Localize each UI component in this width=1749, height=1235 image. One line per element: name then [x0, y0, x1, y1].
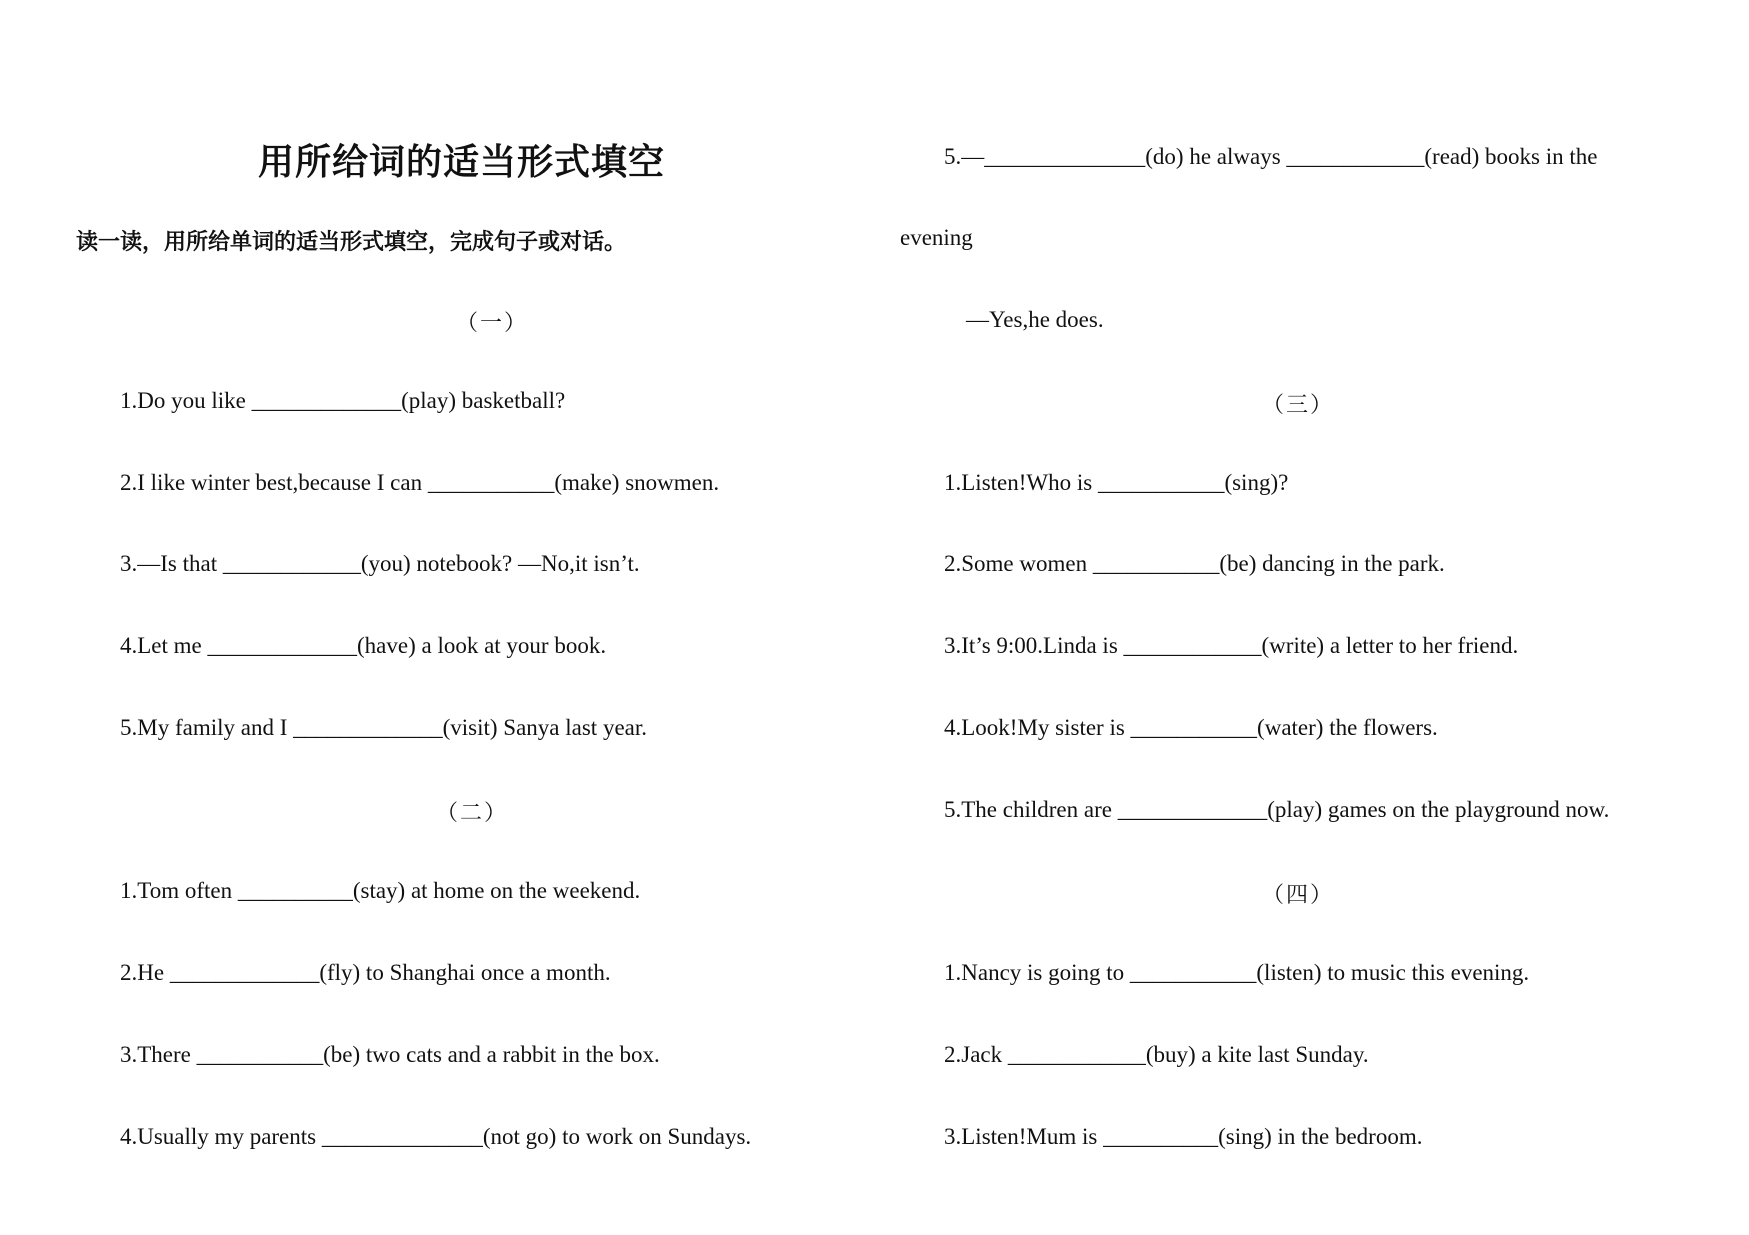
question-1-2: 2.I like winter best,because I can ___________(make) snowmen. [120, 470, 720, 495]
question-3-1: 1.Listen!Who is ___________(sing)? [944, 470, 1289, 495]
question-1-3: 3.—Is that ____________(you) notebook? —No,it isn’t. [120, 551, 640, 576]
question-4-1: 1.Nancy is going to ___________(listen) to music this evening. [944, 960, 1530, 985]
question-1-1: 1.Do you like _____________(play) basketball? [120, 388, 566, 413]
page-title: 用所给词的适当形式填空 [258, 142, 666, 183]
question-2-2: 2.He _____________(fly) to Shanghai once a month. [120, 960, 611, 985]
section-heading-4: （四） [1262, 882, 1335, 907]
section-heading-3: （三） [1262, 392, 1335, 417]
instruction-text: 读一读，用所给单词的适当形式填空，完成句子或对话。 [76, 230, 627, 255]
question-2-5-line2: evening [900, 225, 973, 250]
question-2-4: 4.Usually my parents ______________(not go) to work on Sundays. [120, 1124, 752, 1149]
question-2-1: 1.Tom often __________(stay) at home on the weekend. [120, 878, 641, 903]
section-heading-1: （一） [456, 310, 529, 335]
question-2-3: 3.There ___________(be) two cats and a rabbit in the box. [120, 1042, 660, 1067]
question-3-5: 5.The children are _____________(play) games on the playground now. [944, 797, 1610, 822]
section-heading-2: （二） [436, 800, 509, 825]
question-4-2: 2.Jack ____________(buy) a kite last Sunday. [944, 1042, 1369, 1067]
question-1-5: 5.My family and I _____________(visit) Sanya last year. [120, 715, 648, 740]
question-4-3: 3.Listen!Mum is __________(sing) in the bedroom. [944, 1124, 1423, 1149]
question-2-5-line1: 5.—______________(do) he always ____________(read) books in the [944, 144, 1598, 169]
question-3-4: 4.Look!My sister is ___________(water) the flowers. [944, 715, 1438, 740]
question-3-3: 3.It’s 9:00.Linda is ____________(write) a letter to her friend. [944, 633, 1519, 658]
question-1-4: 4.Let me _____________(have) a look at your book. [120, 633, 607, 658]
question-2-5-answer: —Yes,he does. [966, 307, 1104, 332]
question-3-2: 2.Some women ___________(be) dancing in the park. [944, 551, 1445, 576]
